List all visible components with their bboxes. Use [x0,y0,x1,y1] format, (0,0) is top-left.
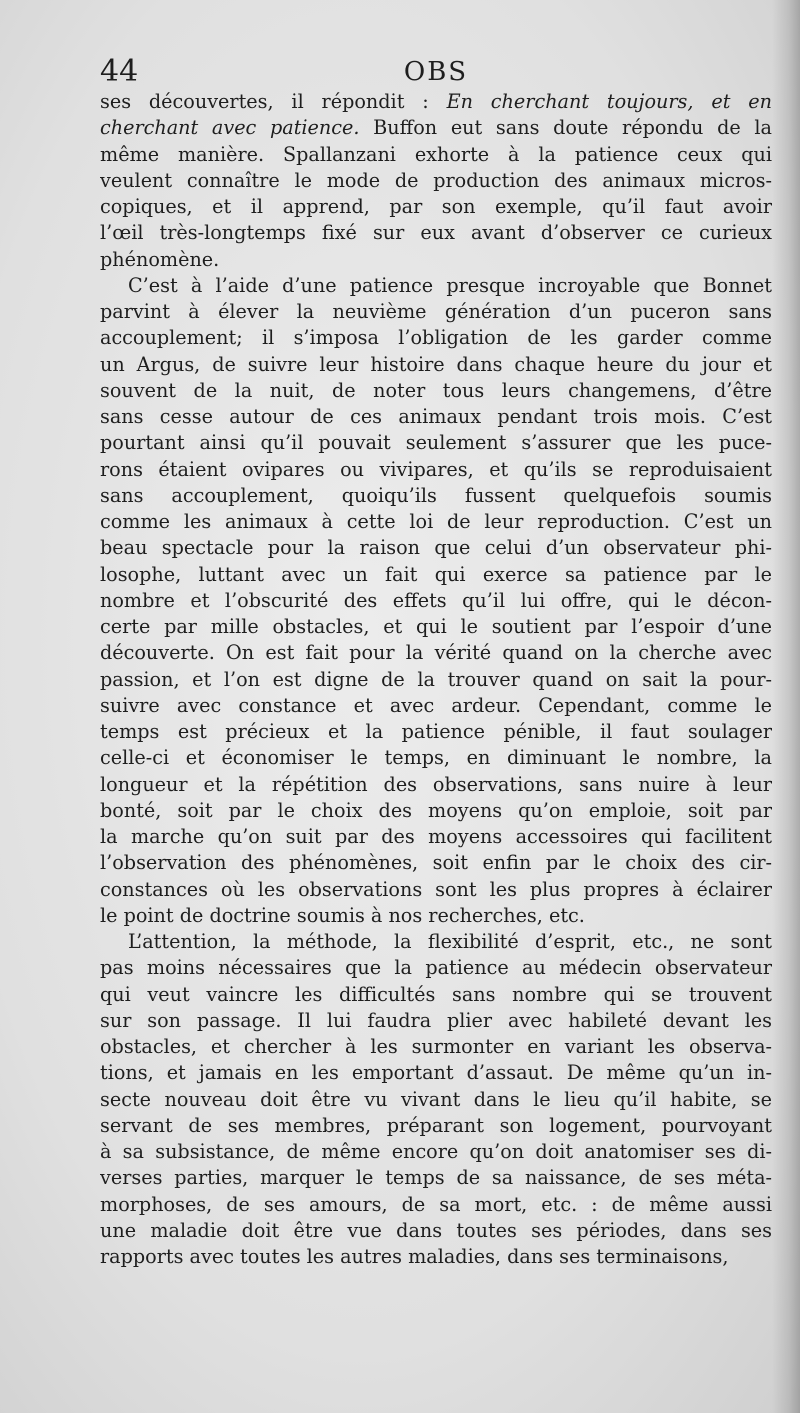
text-line [100,1218,772,1244]
text-run: veulent connaître le mode de production des animaux micros- [100,168,772,192]
text-line [100,562,772,588]
text-line [100,483,772,509]
text-line [100,1034,772,1060]
text-line [100,640,772,666]
text-run: morphoses, de ses amours, de sa mort, etc. : de même aussi [100,1192,772,1216]
text-run: beau spectacle pour la raison que celui d’un observateur phi- [100,536,772,560]
text-line [100,955,772,981]
text-line [100,352,772,378]
text-line [100,745,772,771]
text-line [100,89,772,115]
text-run: losophe, luttant avec un fait qui exerce sa patience par le [100,562,772,586]
text-line [100,115,772,141]
text-run: qui veut vaincre les difficultés sans nombre qui se trouvent [100,982,772,1006]
text-line [100,982,772,1008]
text-run: tions, et jamais en les emportant d’assaut. De même qu’un in- [100,1061,772,1085]
text-run: l’observation des phénomènes, soit enfin par le choix des cir- [100,851,772,875]
text-run: phénomène. [100,247,220,271]
text-run: comme les animaux à cette loi de leur reproduction. C’est un [100,510,772,533]
text-line [100,929,772,955]
text-line [100,1113,772,1139]
text-run: sans accouplement, quoiqu’ils fussent quelquefois soumis [100,483,772,507]
text-run: un Argus, de suivre leur histoire dans chaque heure du jour et [100,352,772,376]
text-line [100,457,772,483]
text-run: la marche qu’on suit par des moyens accessoires qui facilitent [100,825,772,848]
text-line [100,142,772,168]
text-line [100,1139,772,1165]
text-line [100,1244,772,1270]
text-run: C’est à l’aide d’une patience presque incroyable que Bonnet [128,273,772,297]
text-line [100,877,772,903]
text-line [100,903,772,929]
text-run: L’attention, la méthode, la flexibilité d’esprit, etc., ne sont [128,930,772,953]
running-head: OBS [403,57,469,87]
text-run: rapports avec toutes les autres maladies, dans ses terminaisons, [100,1245,729,1268]
text-run: longueur et la répétition des observations, sans nuire à leur [100,772,772,796]
text-run: passion, et l’on est digne de la trouver quand on sait la pour- [100,667,772,691]
text-run: suivre avec constance et avec ardeur. Cependant, comme le [100,693,772,717]
text-run: pourtant ainsi qu’il pouvait seulement s’assurer que les puce- [100,431,772,455]
text-run: constances où les observations sont les plus propres à éclairer [100,877,772,901]
text-line [100,404,772,430]
text-run: sur son passage. Il lui faudra plier avec habileté devant les [100,1008,772,1032]
text-run: verses parties, marquer le temps de sa naissance, de ses méta- [100,1166,772,1190]
text-run: nombre et l’obscurité des effets qu’il lui offre, qui le décon- [100,588,772,612]
text-line [100,1060,772,1086]
text-line [100,299,772,325]
text-line [100,168,772,194]
page-gutter-shadow [772,0,800,1413]
text-run: pas moins nécessaires que la patience au médecin observateur [100,956,772,980]
text-run: à sa subsistance, de même encore qu’on doit anatomiser ses di- [100,1140,772,1163]
text-line [100,378,772,404]
text-run: bonté, soit par le choix des moyens qu’on emploie, soit par [100,798,772,822]
text-run: obstacles, et chercher à les surmonter en variant les observa- [100,1035,772,1058]
text-run: le point de doctrine soumis à nos recherches, etc. [100,903,585,927]
text-run: rons étaient ovipares ou vivipares, et qu’ils se reproduisaient [100,457,772,481]
text-line [100,772,772,798]
text-run: une maladie doit être vue dans toutes ses périodes, dans ses [100,1218,772,1242]
text-line [100,430,772,456]
page-header [100,52,772,92]
text-line [100,220,772,246]
text-run: accouplement; il s’imposa l’obligation de les garder comme [100,326,772,350]
text-run: parvint à élever la neuvième génération d’un puceron sans [100,300,772,323]
text-line [100,1192,772,1218]
text-line [100,247,772,273]
text-line [100,535,772,561]
text-run: secte nouveau doit être vu vivant dans le lieu qu’il habite, se [100,1087,772,1111]
text-line [100,824,772,850]
text-line [100,194,772,220]
text-line [100,798,772,824]
text-run: celle-ci et économiser le temps, en diminuant le nombre, la [100,746,772,770]
text-line [100,850,772,876]
text-line [100,325,772,351]
page-number: 44 [100,54,139,89]
text-line [100,693,772,719]
italic-text: En cherchant toujours, et en [446,90,772,113]
text-line [100,1008,772,1034]
text-run: ses découvertes, il répondit : [100,90,447,113]
text-line [100,719,772,745]
text-line [100,588,772,614]
text-run: certe par mille obstacles, et qui le soutient par l’espoir d’une [100,615,772,638]
text-run: même manière. Spallanzani exhorte à la patience ceux qui [100,142,772,166]
text-run: servant de ses membres, préparant son logement, pourvoyant [100,1113,772,1137]
text-run: l’œil très-longtemps fixé sur eux avant d’observer ce curieux [100,221,772,245]
text-line [100,509,772,535]
text-run: temps est précieux et la patience pénible, il faut soulager [100,720,772,743]
text-line [100,614,772,640]
text-line [100,1165,772,1191]
text-run: sans cesse autour de ces animaux pendant trois mois. C’est [100,405,772,428]
text-run: découverte. On est fait pour la vérité quand on la cherche avec [100,641,772,665]
text-line [100,667,772,693]
text-line [100,273,772,299]
text-run: copiques, et il apprend, par son exemple, qu’il faut avoir [100,195,772,218]
italic-text: cherchant avec patience. [100,116,360,140]
text-line [100,1087,772,1113]
text-run: Buffon eut sans doute répondu de la [359,116,772,140]
body-text [100,89,772,1270]
text-run: souvent de la nuit, de noter tous leurs changemens, d’être [100,378,772,402]
